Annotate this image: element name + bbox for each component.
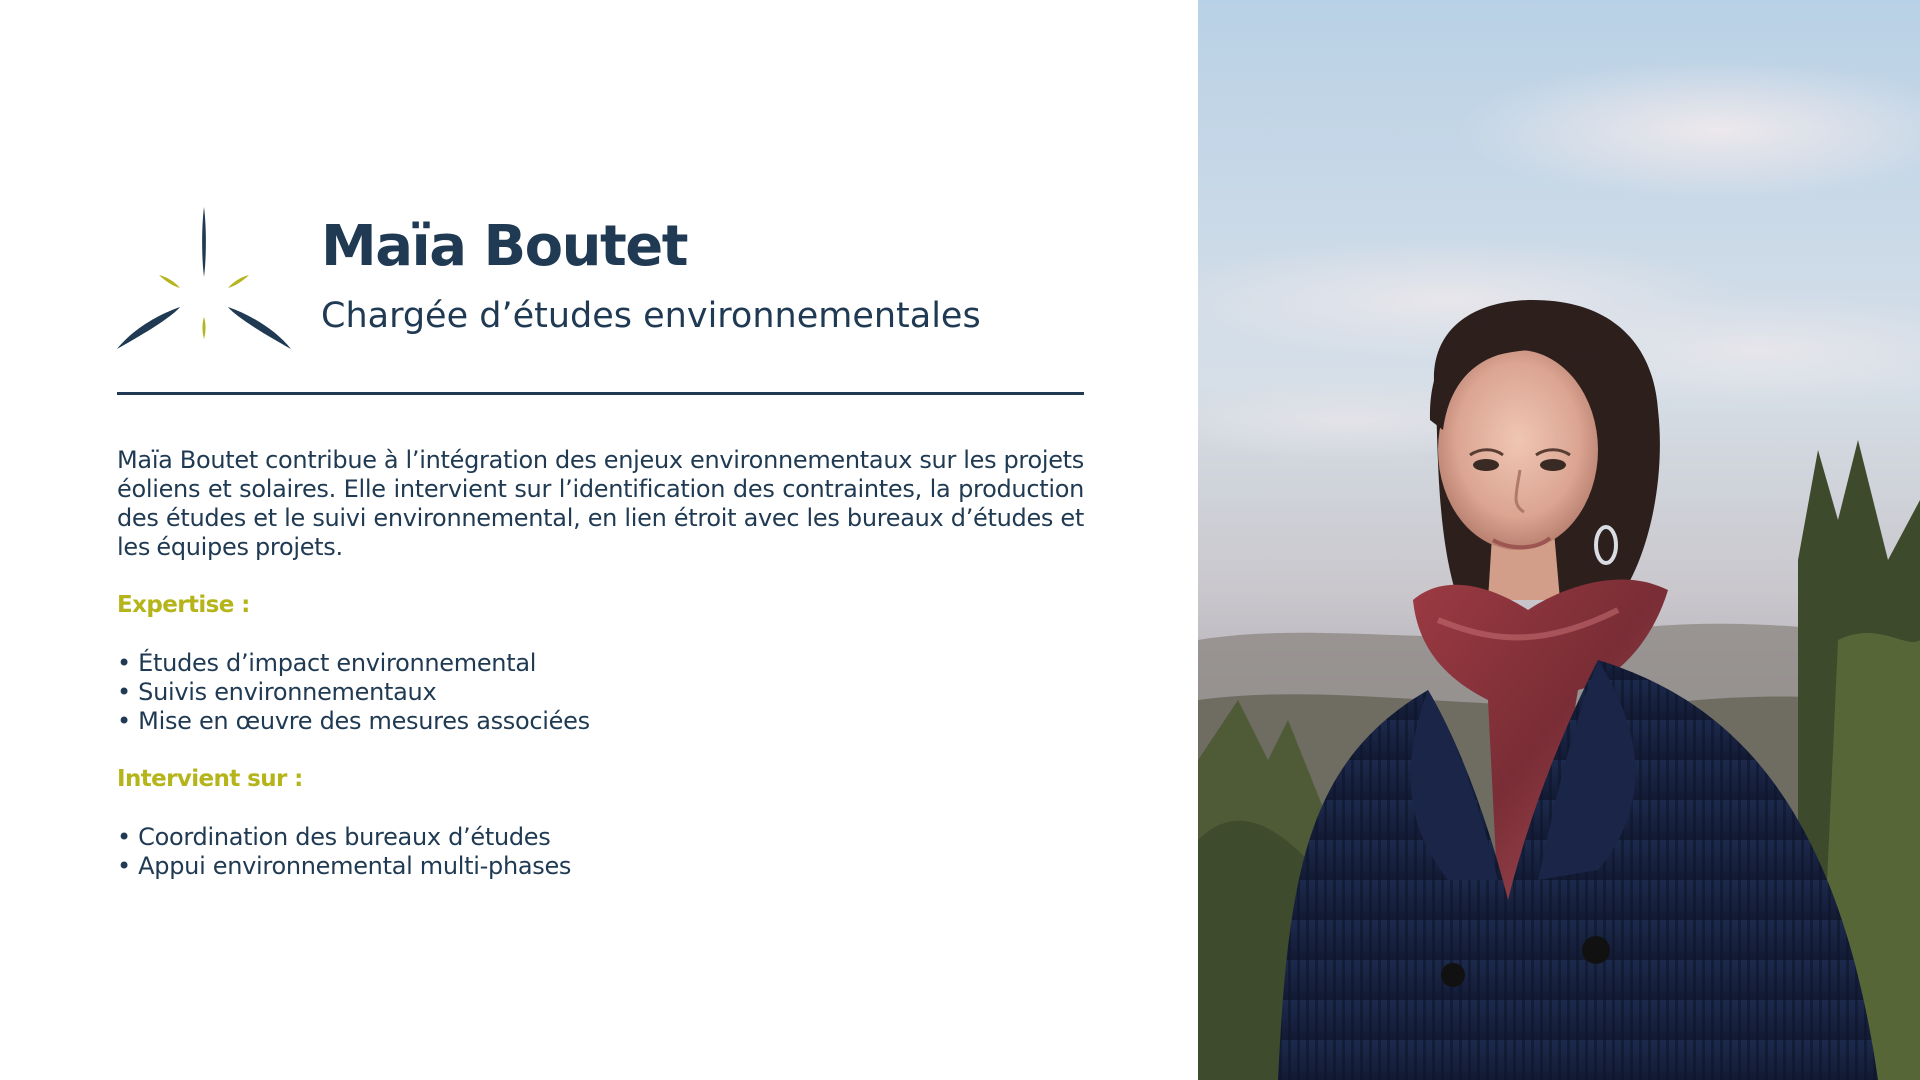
portrait-photo <box>1198 0 1920 1080</box>
divider <box>117 392 1084 395</box>
profile-content <box>117 446 1084 881</box>
intervient-heading: Intervient sur : <box>117 766 303 792</box>
expertise-list <box>117 649 1084 736</box>
list-item: • Études d’impact environnemental <box>117 649 537 677</box>
person-name: Maïa Boutet <box>321 214 688 279</box>
list-item: • Suivis environnementaux <box>117 678 437 706</box>
person-role: Chargée d’études environnementales <box>321 296 981 336</box>
intervient-list <box>117 823 1084 881</box>
list-item: • Mise en œuvre des mesures associées <box>117 707 590 735</box>
wind-turbine-logo-icon <box>117 205 291 353</box>
list-item: • Appui environnemental multi-phases <box>117 852 572 880</box>
bio-paragraph: Maïa Boutet contribue à l’intégration des enjeux environnementaux sur les projets éoliens et solaires. Elle intervient sur l’identification des contraintes, la production des études et le suivi environnemental, en lien étroit avec les bureaux d’études et les équipes projets. <box>117 446 1084 561</box>
expertise-heading: Expertise : <box>117 592 250 618</box>
list-item: • Coordination des bureaux d’études <box>117 823 551 851</box>
